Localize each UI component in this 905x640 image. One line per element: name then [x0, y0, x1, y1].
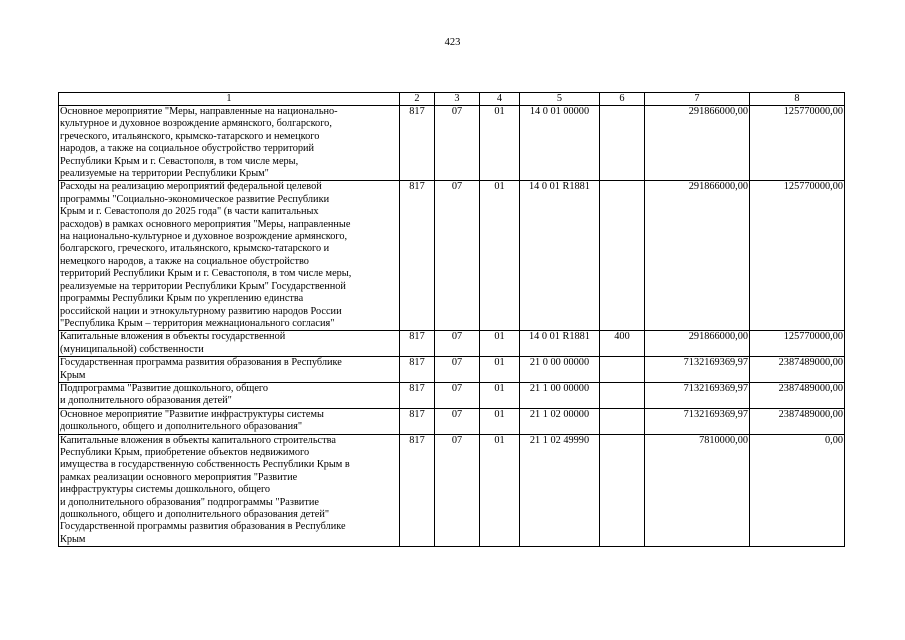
code-expense-type — [600, 434, 645, 547]
description-line: Государственная программа развития образования в Республике — [60, 357, 342, 369]
description-line: культурное и духовное возрождение армянского, болгарского, — [60, 118, 332, 130]
code-ministry: 817 — [400, 106, 435, 181]
row-description — [59, 382, 400, 408]
column-header: 1 — [59, 93, 400, 106]
description-line: греческого, итальянского, крымско-татарского и немецкого — [60, 130, 320, 142]
description-line: (муниципальной) собственности — [60, 343, 204, 355]
table-row — [59, 357, 845, 383]
code-expense-type: 400 — [600, 331, 645, 357]
row-description — [59, 181, 400, 331]
amount-year-1: 7810000,00 — [645, 434, 750, 547]
amount-year-1: 291866000,00 — [645, 181, 750, 331]
amount-year-2: 2387489000,00 — [750, 382, 845, 408]
description-line: и дополнительного образования детей" — [60, 395, 232, 407]
description-line: территорий Республики Крым и г. Севастополя, в том числе меры, — [60, 268, 352, 280]
description-line: Основное мероприятие "Развитие инфраструктуры системы — [60, 408, 324, 420]
code-target-article: 21 0 00 00000 — [520, 357, 600, 383]
amount-year-2: 0,00 — [750, 434, 845, 547]
amount-year-1: 7132169369,97 — [645, 382, 750, 408]
code-ministry: 817 — [400, 382, 435, 408]
row-description — [59, 434, 400, 547]
description-line: Крым — [60, 369, 86, 381]
code-subsection: 01 — [480, 408, 520, 434]
table-row — [59, 382, 845, 408]
code-subsection: 01 — [480, 434, 520, 547]
amount-year-2: 125770000,00 — [750, 106, 845, 181]
description-line: расходов) в рамках основного мероприятия "Меры, направленные — [60, 218, 351, 230]
code-ministry: 817 — [400, 181, 435, 331]
column-header: 2 — [400, 93, 435, 106]
budget-table — [58, 92, 845, 547]
table-row — [59, 181, 845, 331]
amount-year-2: 2387489000,00 — [750, 357, 845, 383]
code-expense-type — [600, 181, 645, 331]
column-header: 4 — [480, 93, 520, 106]
code-ministry: 817 — [400, 434, 435, 547]
description-line: реализуемые на территории Республики Крым" Государственной — [60, 280, 346, 292]
code-expense-type — [600, 408, 645, 434]
code-subsection: 01 — [480, 331, 520, 357]
amount-year-1: 291866000,00 — [645, 106, 750, 181]
code-section: 07 — [435, 408, 480, 434]
description-line: реализуемые на территории Республики Крым" — [60, 168, 269, 180]
row-description — [59, 331, 400, 357]
code-ministry: 817 — [400, 357, 435, 383]
description-line: Крым — [60, 533, 86, 545]
description-line: Государственной программы развития образования в Республике — [60, 521, 346, 533]
description-line: Крым и г. Севастополя до 2025 года" (в части капитальных — [60, 206, 319, 218]
column-header: 8 — [750, 93, 845, 106]
description-line: Республики Крым, приобретение объектов недвижимого — [60, 446, 310, 458]
code-subsection: 01 — [480, 181, 520, 331]
description-line: на национально-культурное и духовное возрождение армянского, — [60, 231, 348, 243]
code-ministry: 817 — [400, 408, 435, 434]
code-expense-type — [600, 357, 645, 383]
description-line: Капитальные вложения в объекты государственной — [60, 331, 286, 343]
description-line: российской нации и этнокультурному развитию народов России — [60, 305, 342, 317]
column-header: 7 — [645, 93, 750, 106]
description-line: Подпрограмма "Развитие дошкольного, общего — [60, 382, 269, 394]
table-body — [59, 106, 845, 547]
description-line: и дополнительного образования" подпрограммы "Развитие — [60, 496, 319, 508]
code-section: 07 — [435, 382, 480, 408]
table-row — [59, 331, 845, 357]
description-line: программы Республики Крым по укреплению единства — [60, 293, 304, 305]
code-target-article: 21 1 00 00000 — [520, 382, 600, 408]
row-description — [59, 106, 400, 181]
page-number: 423 — [444, 37, 461, 48]
code-section: 07 — [435, 181, 480, 331]
description-line: программы "Социально-экономическое развитие Республики — [60, 193, 330, 205]
code-target-article: 14 0 01 R1881 — [520, 181, 600, 331]
amount-year-1: 7132169369,97 — [645, 357, 750, 383]
description-line: болгарского, греческого, итальянского, крымско-татарского и — [60, 243, 330, 255]
code-subsection: 01 — [480, 382, 520, 408]
description-line: Основное мероприятие "Меры, направленные на национально- — [60, 106, 338, 117]
table-row — [59, 408, 845, 434]
description-line: Расходы на реализацию мероприятий федеральной целевой — [60, 181, 322, 193]
amount-year-2: 125770000,00 — [750, 331, 845, 357]
column-header: 3 — [435, 93, 480, 106]
code-target-article: 14 0 01 R1881 — [520, 331, 600, 357]
amount-year-2: 2387489000,00 — [750, 408, 845, 434]
description-line: "Республика Крым – территория межнационального согласия" — [60, 317, 335, 329]
description-line: дошкольного, общего и дополнительного образования детей" — [60, 509, 330, 520]
table-row — [59, 106, 845, 181]
code-section: 07 — [435, 106, 480, 181]
description-line: имущества в государственную собственность Республики Крым в — [60, 459, 350, 471]
header-row — [59, 93, 845, 106]
description-line: дошкольного, общего и дополнительного образования" — [60, 421, 303, 433]
code-expense-type — [600, 106, 645, 181]
row-description — [59, 357, 400, 383]
code-expense-type — [600, 382, 645, 408]
code-target-article: 21 1 02 49990 — [520, 434, 600, 547]
amount-year-2: 125770000,00 — [750, 181, 845, 331]
code-target-article: 21 1 02 00000 — [520, 408, 600, 434]
table-row — [59, 434, 845, 547]
description-line: Республики Крым и г. Севастополя, в том числе меры, — [60, 155, 299, 167]
code-subsection: 01 — [480, 357, 520, 383]
column-header: 6 — [600, 93, 645, 106]
description-line: народов, а также на социальное обустройство территорий — [60, 143, 315, 155]
code-subsection: 01 — [480, 106, 520, 181]
description-line: Капитальные вложения в объекты капитального строительства — [60, 434, 336, 446]
amount-year-1: 7132169369,97 — [645, 408, 750, 434]
code-section: 07 — [435, 434, 480, 547]
row-description — [59, 408, 400, 434]
code-section: 07 — [435, 331, 480, 357]
amount-year-1: 291866000,00 — [645, 331, 750, 357]
description-line: рамках реализации основного мероприятия "Развитие — [60, 471, 298, 483]
code-ministry: 817 — [400, 331, 435, 357]
column-header: 5 — [520, 93, 600, 106]
description-line: инфраструктуры системы дошкольного, общего — [60, 484, 271, 496]
code-section: 07 — [435, 357, 480, 383]
description-line: немецкого народов, а также на социальное обустройство — [60, 255, 309, 267]
code-target-article: 14 0 01 00000 — [520, 106, 600, 181]
